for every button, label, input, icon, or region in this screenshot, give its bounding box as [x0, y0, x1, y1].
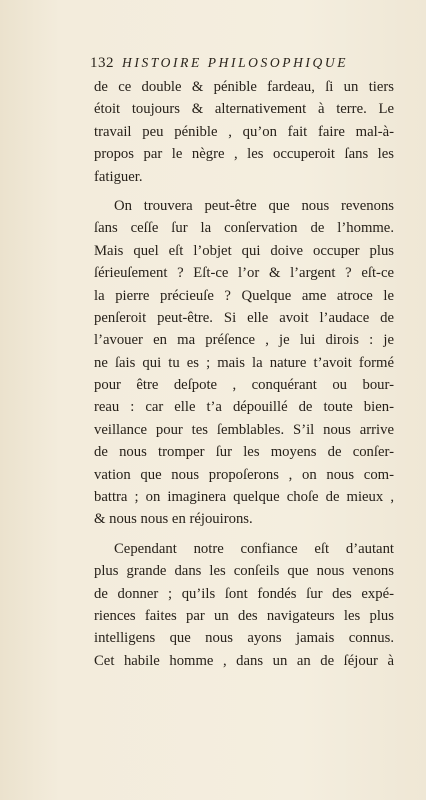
page-header [90, 54, 390, 76]
text-line: reau : car elle t’a dépouillé de toute bien- [94, 399, 394, 416]
text-line: l’avouer en ma préſence , je lui dirois : je [94, 332, 394, 349]
text-line: battra ; on imaginera quelque choſe de mieux , [94, 489, 394, 506]
paragraph-gap [94, 188, 394, 195]
text-line: étoit toujours & alternativement à terre. Le [94, 101, 394, 118]
text-line: pour être deſpote , conquérant ou bour- [94, 377, 394, 394]
text-line: On trouvera peut-être que nous revenons [114, 197, 394, 214]
text-line: & nous nous en réjouirons. [94, 511, 253, 528]
text-line: vation que nous propoſerons , on nous com- [94, 466, 394, 483]
text-line: penſeroit peut-être. Si elle avoit l’audace de [94, 309, 394, 326]
text-line: veillance pour tes ſemblables. S’il nous arrive [94, 421, 394, 438]
running-title: HISTOIRE PHILOSOPHIQUE [122, 55, 349, 70]
text-line: ſérieuſement ? Eſt-ce l’or & l’argent ? eſt-ce [94, 265, 394, 282]
paragraph-gap [94, 531, 394, 538]
text-line: de nous tromper ſur les moyens de conſer- [94, 444, 394, 461]
text-line: la pierre précieuſe ? Quelque ame atroce le [94, 287, 394, 304]
text-line: Cet habile homme , dans un an de ſéjour à [94, 652, 394, 669]
text-line: intelligens que nous ayons jamais connus. [94, 630, 394, 647]
page-number: 132 [90, 55, 114, 71]
text-line: Mais quel eſt l’objet qui doive occuper plus [94, 242, 394, 259]
text-line: de donner ; qu’ils ſont fondés ſur des expé- [94, 585, 394, 602]
text-line: fatiguer. [94, 168, 143, 185]
text-line: Cependant notre confiance eſt d’autant [114, 540, 394, 557]
text-line: travail peu pénible , qu’on fait faire mal-à- [94, 123, 394, 140]
text-line: plus grande dans les conſeils que nous venons [94, 563, 394, 580]
text-line: ſans ceſſe ſur la conſervation de l’homme. [94, 220, 394, 237]
text-line: de ce double & pénible fardeau, ſi un tiers [94, 79, 394, 95]
text-line: riences faites par un des navigateurs les plus [94, 607, 394, 624]
body-text [94, 76, 394, 672]
text-line: ne ſais qui tu es ; mais la nature t’avoit formé [94, 354, 394, 371]
text-line: propos par le nègre , les occuperoit ſans les [94, 146, 394, 163]
